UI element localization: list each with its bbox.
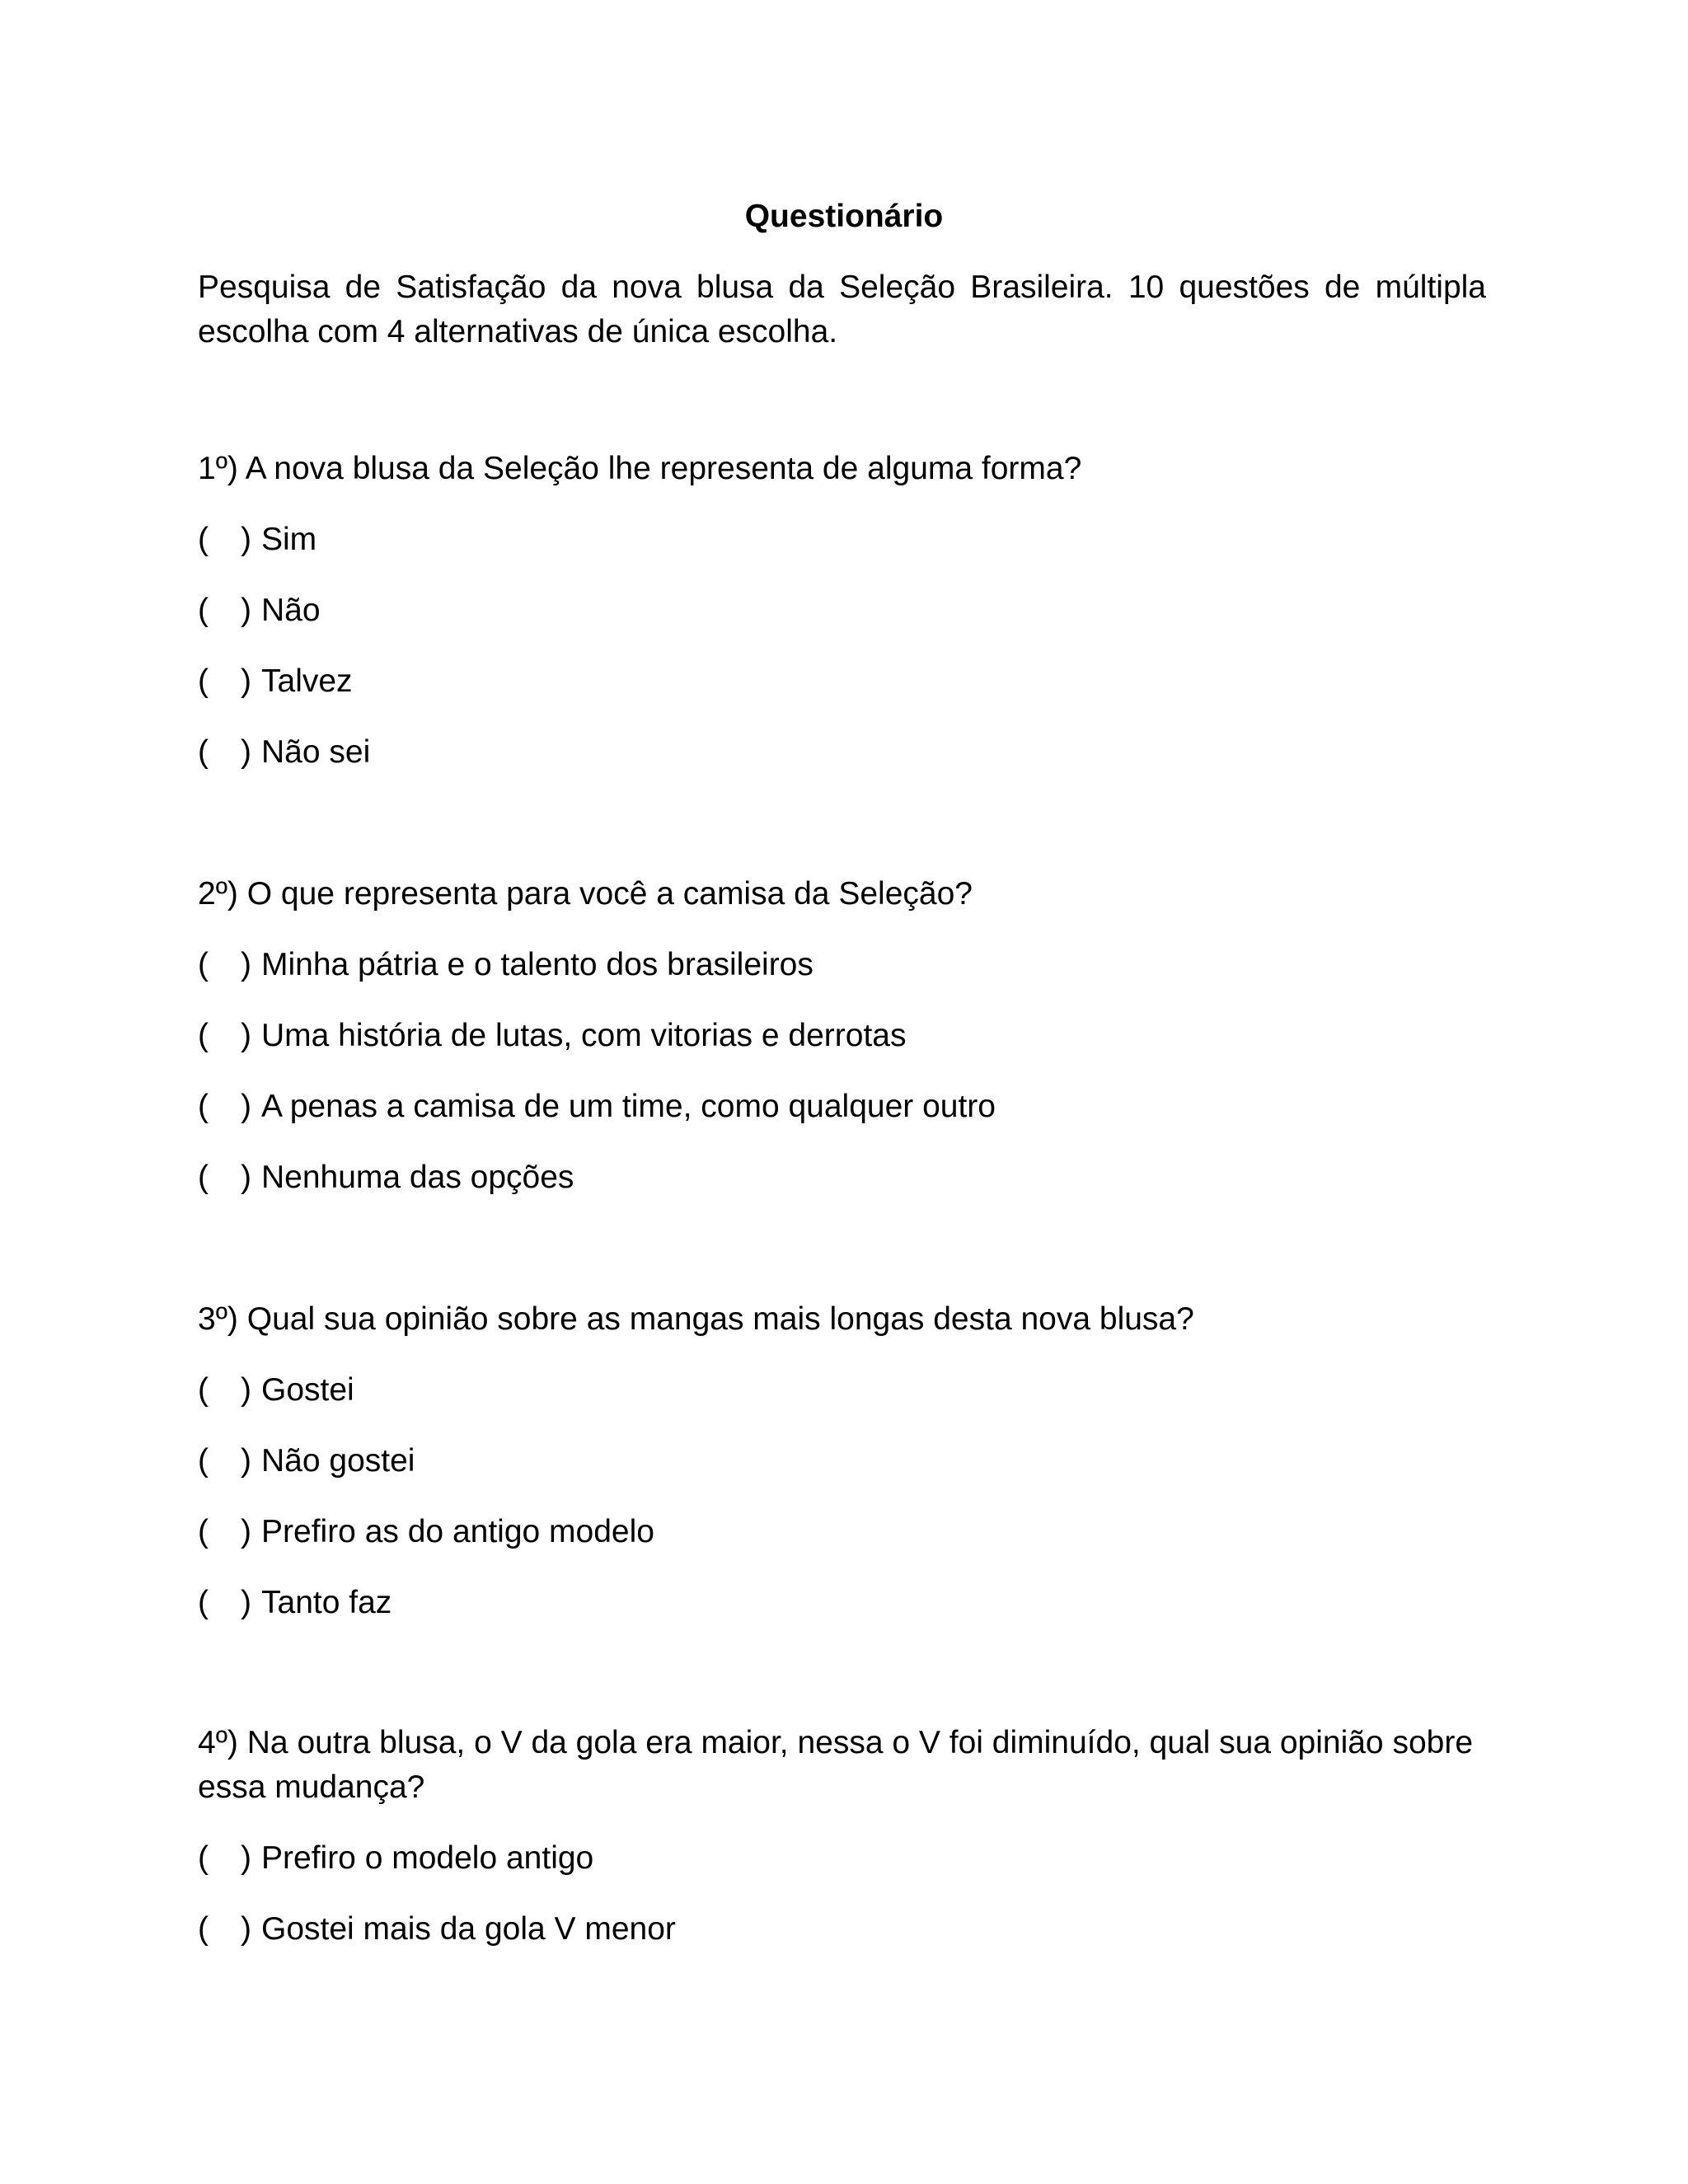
question-1-text: 1º) A nova blusa da Seleção lhe representa de alguma forma? [198, 451, 1082, 486]
question-4-text: 4º) Na outra blusa, o V da gola era maior, nessa o V foi diminuído, qual sua opinião sobre essa mudança? [198, 1725, 1474, 1805]
checkbox-close-paren: ) [241, 1160, 251, 1195]
option-label: Prefiro o modelo antigo [261, 1840, 594, 1876]
checkbox-open-paren: ( [198, 1443, 209, 1479]
option-label: Nenhuma das opções [261, 1160, 574, 1195]
option-label: Uma história de lutas, com vitorias e derrotas [261, 1018, 907, 1053]
option-label: Não [261, 593, 321, 628]
checkbox-open-paren: ( [198, 663, 209, 699]
option-label: A penas a camisa de um time, como qualquer outro [261, 1089, 996, 1124]
option-label: Tanto faz [261, 1585, 392, 1620]
checkbox-close-paren: ) [241, 1018, 251, 1053]
checkbox-open-paren: ( [198, 1585, 209, 1620]
option-label: Prefiro as do antigo modelo [261, 1514, 654, 1549]
checkbox-close-paren: ) [241, 663, 251, 699]
checkbox-close-paren: ) [241, 1372, 251, 1408]
option-label: Não sei [261, 734, 371, 770]
checkbox-open-paren: ( [198, 593, 209, 628]
checkbox-close-paren: ) [241, 1089, 251, 1124]
option-label: Minha pátria e o talento dos brasileiros [261, 947, 814, 982]
option-label: Gostei [261, 1372, 354, 1408]
document-title: Questionário [744, 199, 944, 234]
checkbox-close-paren: ) [241, 947, 251, 982]
option-label: Gostei mais da gola V menor [261, 1911, 676, 1947]
checkbox-open-paren: ( [198, 1372, 209, 1408]
checkbox-open-paren: ( [198, 947, 209, 982]
checkbox-close-paren: ) [241, 734, 251, 770]
question-2-text: 2º) O que representa para você a camisa da Seleção? [198, 876, 973, 912]
option-label: Não gostei [261, 1443, 415, 1479]
checkbox-open-paren: ( [198, 1840, 209, 1876]
checkbox-close-paren: ) [241, 1911, 251, 1947]
checkbox-close-paren: ) [241, 1443, 251, 1479]
checkbox-close-paren: ) [241, 1585, 251, 1620]
checkbox-open-paren: ( [198, 734, 209, 770]
checkbox-close-paren: ) [241, 593, 251, 628]
checkbox-close-paren: ) [241, 522, 251, 557]
question-3-text: 3º) Qual sua opinião sobre as mangas mais longas desta nova blusa? [198, 1301, 1194, 1337]
option-label: Sim [261, 522, 317, 557]
checkbox-open-paren: ( [198, 1089, 209, 1124]
checkbox-close-paren: ) [241, 1840, 251, 1876]
checkbox-open-paren: ( [198, 1018, 209, 1053]
checkbox-open-paren: ( [198, 1911, 209, 1947]
intro-paragraph: Pesquisa de Satisfação da nova blusa da Seleção Brasileira. 10 questões de múltipla escolha com 4 alternativas de única escolha. [198, 269, 1486, 349]
option-label: Talvez [261, 663, 353, 699]
checkbox-close-paren: ) [241, 1514, 251, 1549]
checkbox-open-paren: ( [198, 1514, 209, 1549]
checkbox-open-paren: ( [198, 522, 209, 557]
checkbox-open-paren: ( [198, 1160, 209, 1195]
